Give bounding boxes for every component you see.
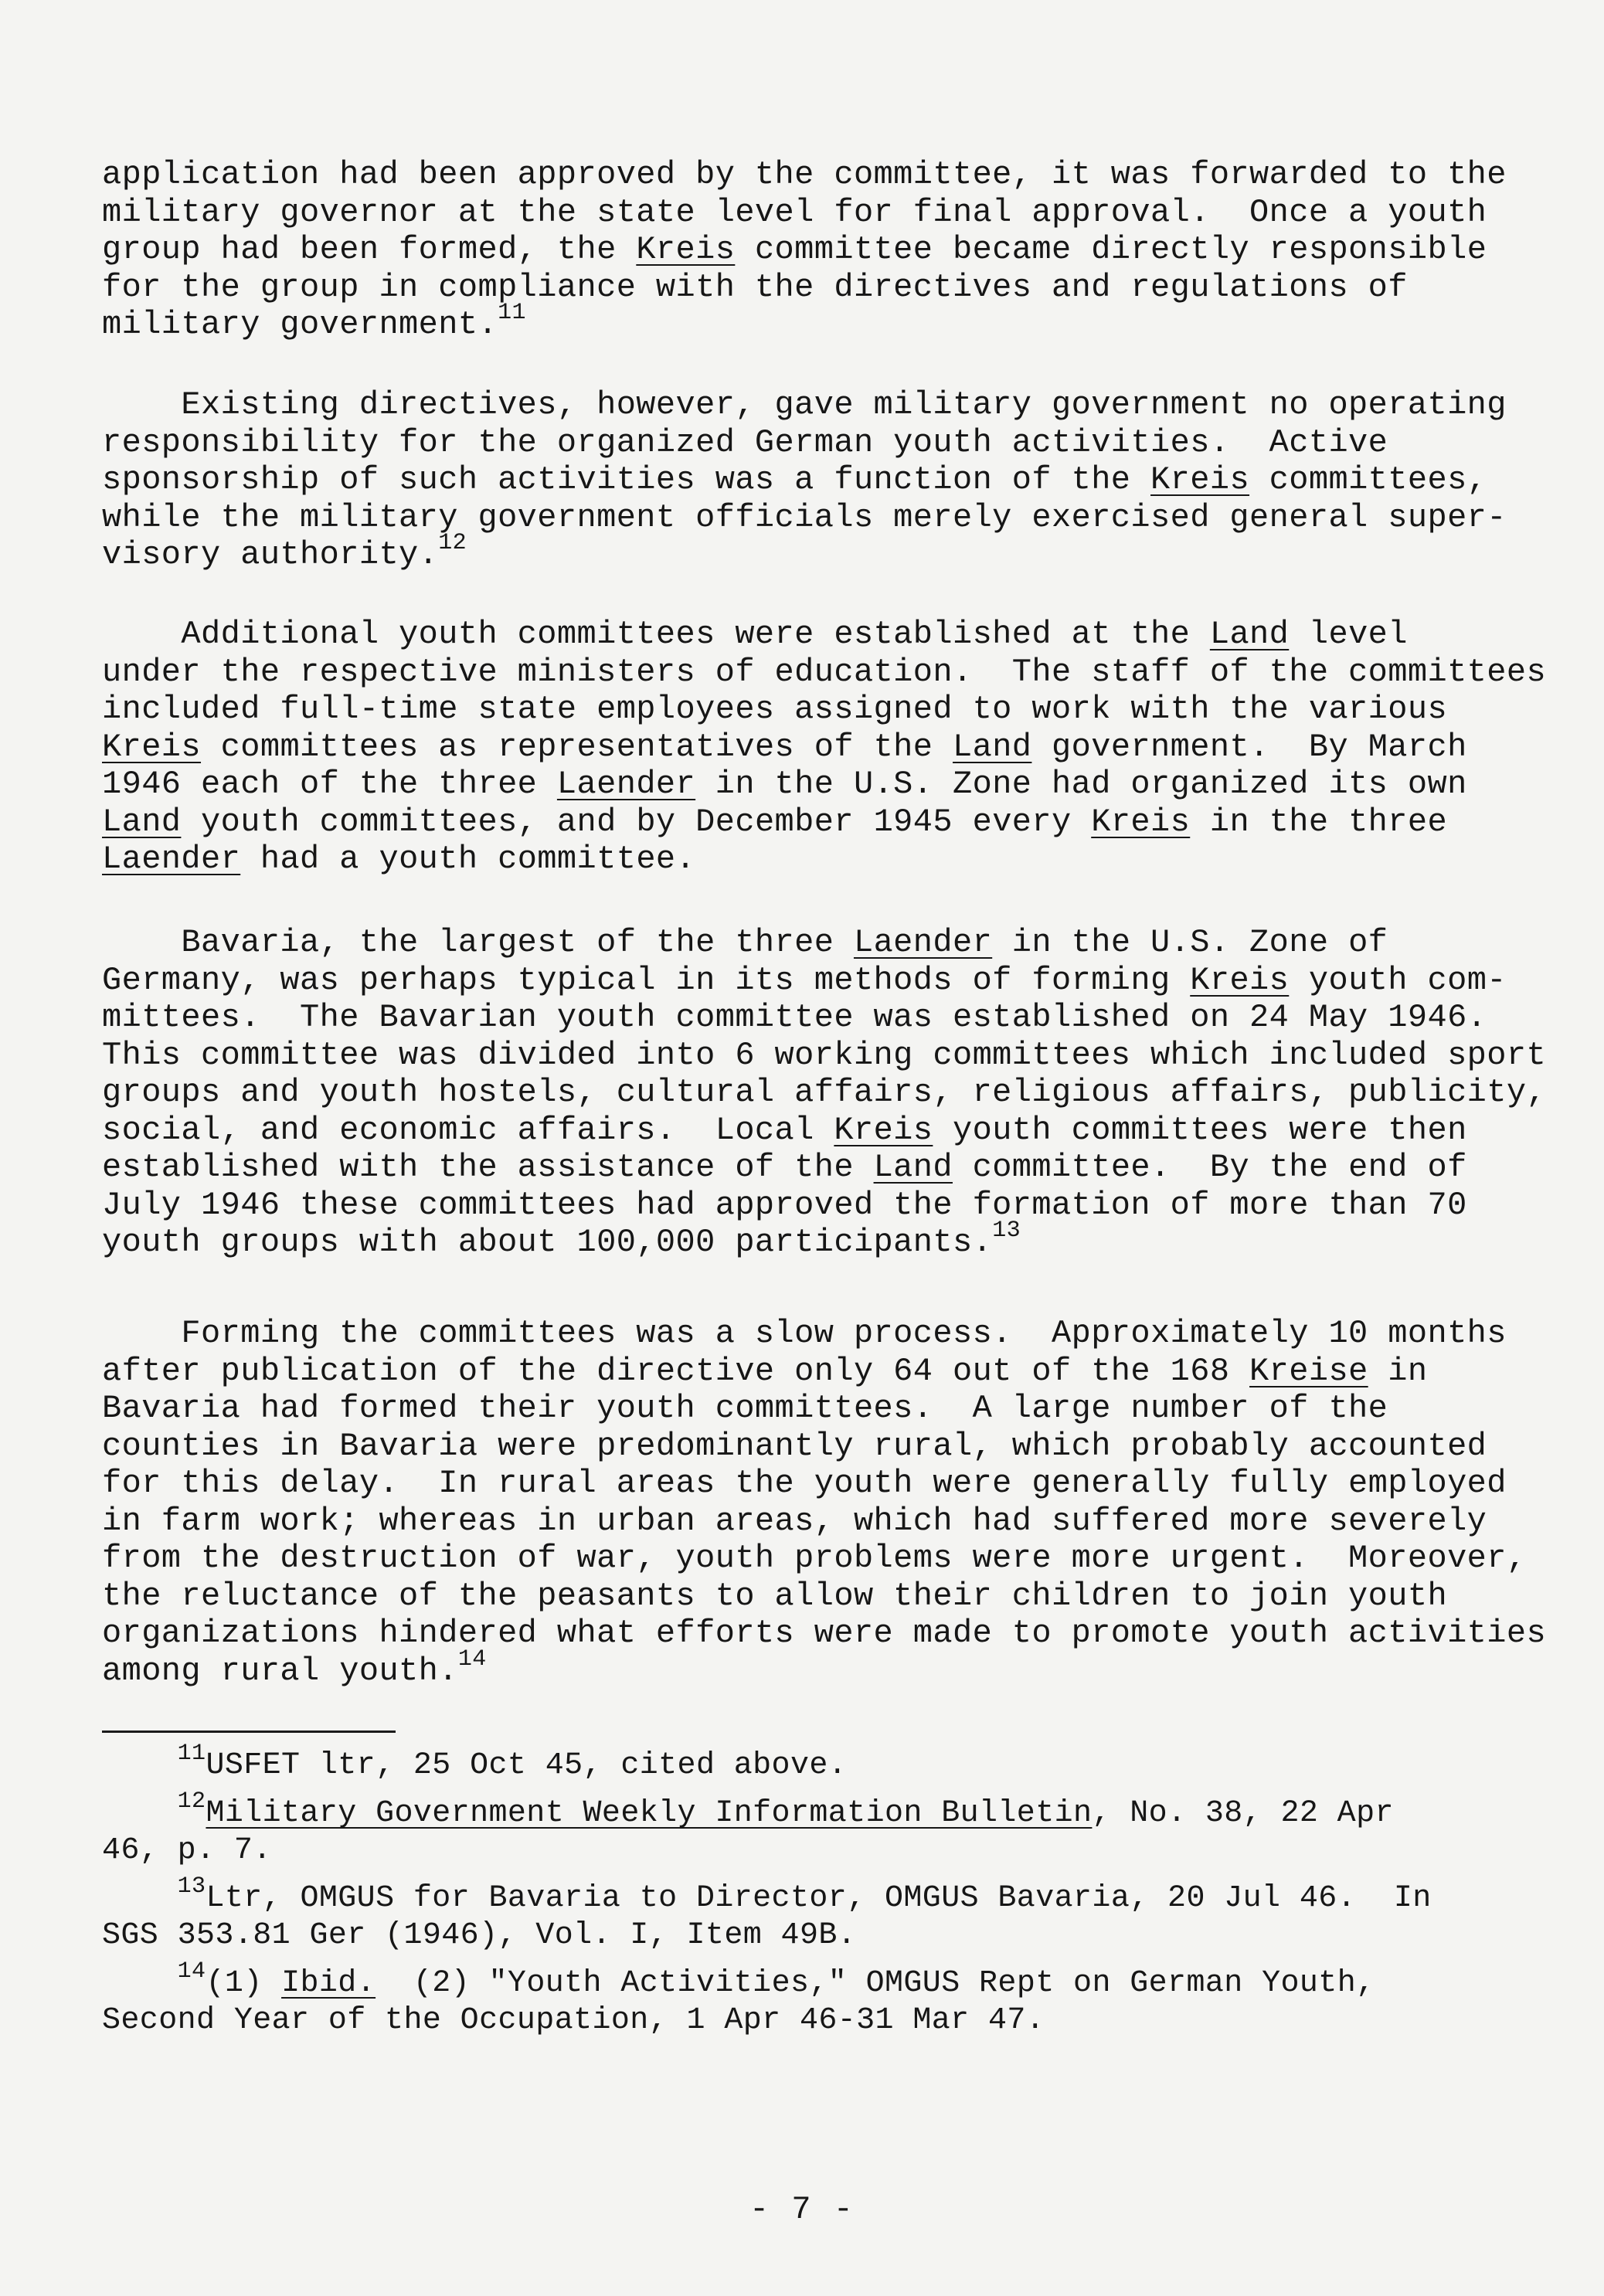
text-line: This committee was divided into 6 working committees which included sport [102, 1036, 1547, 1074]
footnote-text: , No. 38, 22 Apr [1092, 1796, 1394, 1831]
underlined-term: Kreise [1249, 1352, 1368, 1390]
footnote-ref: 13 [992, 1218, 1021, 1244]
text-line: for this delay. In rural areas the youth were generally fully employed [102, 1465, 1507, 1502]
text-line: military governor at the state level for final approval. Once a youth [102, 193, 1487, 231]
text-line: groups and youth hostels, cultural affairs, religious affairs, publicity, [102, 1074, 1547, 1111]
text-line: the reluctance of the peasants to allow their children to join youth [102, 1577, 1448, 1615]
text-line: 1946 each of the three [102, 766, 557, 803]
text-line: in the three [1190, 803, 1448, 841]
footnote-13 [102, 1873, 1555, 1955]
text-line: organizations hindered what efforts were made to promote youth activities [102, 1615, 1547, 1652]
text-line: Germany, was perhaps typical in its methods of forming [102, 961, 1191, 999]
text-line: youth groups with about 100,000 participants. [102, 1224, 993, 1261]
footnote-number: 14 [177, 1958, 206, 1985]
underlined-term: Kreis [636, 231, 736, 268]
underlined-term: Land [953, 728, 1032, 766]
text-line: had a youth committee. [240, 841, 696, 878]
text-line: youth committees, and by December 1945 every [181, 803, 1092, 841]
footnote-ref: 11 [498, 300, 526, 326]
text-line: level [1289, 616, 1408, 653]
text-line: from the destruction of war, youth problems were more urgent. Moreover, [102, 1540, 1527, 1577]
text-line: in [1368, 1352, 1428, 1390]
text-line: youth com- [1289, 961, 1507, 999]
underlined-term: Land [102, 803, 182, 841]
text-line: in farm work; whereas in urban areas, which had suffered more severely [102, 1502, 1487, 1540]
footnote-number: 11 [177, 1740, 206, 1767]
page-number: - 7 - [749, 2191, 855, 2228]
footnote-ref: 14 [457, 1646, 487, 1673]
text-line: Existing directives, however, gave military government no operating [102, 386, 1507, 423]
text-line: committees as representatives of the [201, 728, 953, 766]
text-line: in the U.S. Zone of [992, 924, 1388, 961]
text-line: youth committees were then [933, 1111, 1467, 1149]
footnotes [102, 1740, 1555, 2050]
text-line: mittees. The Bavarian youth committee was established on 24 May 1946. [102, 999, 1487, 1036]
underlined-term: Laender [853, 924, 993, 961]
footnote-ref: 12 [438, 530, 467, 556]
text-line: Forming the committees was a slow process. Approximately 10 months [102, 1315, 1507, 1352]
text-line: for the group in compliance with the directives and regulations of [102, 268, 1408, 306]
text-line: Bavaria, the largest of the three [102, 924, 854, 961]
footnote-divider [102, 1730, 396, 1733]
underlined-term: Land [873, 1149, 953, 1186]
underlined-term: Kreis [1190, 961, 1290, 999]
footnote-text: (2) "Youth Activities," OMGUS Rept on German Youth, [376, 1966, 1375, 2001]
paragraph-4 [102, 924, 1555, 1262]
footnote-text: Ltr, OMGUS for Bavaria to Director, OMGUS Bavaria, 20 Jul 46. In [206, 1881, 1432, 1916]
footnote-text: (1) [206, 1966, 282, 2001]
paragraph-3 [102, 616, 1555, 878]
text-line: while the military government officials merely exercised general super- [102, 498, 1507, 536]
text-line: in the U.S. Zone had organized its own [695, 766, 1467, 803]
underlined-term: Kreis [834, 1111, 933, 1149]
footnote-text: USFET ltr, 25 Oct 45, cited above. [206, 1748, 848, 1783]
text-line: social, and economic affairs. Local [102, 1111, 834, 1149]
publication-title: Military Government Weekly Information Bulletin [206, 1796, 1093, 1831]
footnote-11 [102, 1740, 1555, 1785]
text-line: Bavaria had formed their youth committees. A large number of the [102, 1390, 1388, 1427]
text-line: responsibility for the organized German youth activities. Active [102, 423, 1388, 461]
text-line: established with the assistance of the [102, 1149, 874, 1186]
underlined-term: Kreis [1091, 803, 1191, 841]
footnote-number: 12 [177, 1788, 206, 1815]
footnote-text: 46, p. 7. [102, 1833, 272, 1868]
text-line: committees, [1249, 461, 1487, 498]
footnote-14 [102, 1958, 1555, 2040]
text-line: Additional youth committees were established at the [102, 616, 1210, 653]
underlined-term: Land [1209, 616, 1290, 653]
paragraph-5 [102, 1315, 1555, 1690]
ibid-term: Ibid. [281, 1966, 376, 2001]
underlined-term: Kreis [102, 728, 202, 766]
underlined-term: Laender [102, 841, 241, 878]
text-line: included full-time state employees assigned to work with the various [102, 691, 1448, 728]
text-line: July 1946 these committees had approved the formation of more than 70 [102, 1186, 1467, 1224]
footnote-text: Second Year of the Occupation, 1 Apr 46-31 Mar 47. [102, 2003, 1045, 2038]
text-line: military government. [102, 306, 498, 343]
underlined-term: Kreis [1150, 461, 1250, 498]
text-line: committee became directly responsible [735, 231, 1487, 268]
text-line: counties in Bavaria were predominantly rural, which probably accounted [102, 1427, 1487, 1465]
text-line: visory authority. [102, 536, 439, 573]
underlined-term: Laender [556, 766, 696, 803]
footnote-text: SGS 353.81 Ger (1946), Vol. I, Item 49B. [102, 1918, 857, 1953]
text-line: after publication of the directive only 64 out of the 168 [102, 1352, 1250, 1390]
text-line: government. By March [1031, 728, 1467, 766]
text-line: among rural youth. [102, 1652, 458, 1690]
text-line: under the respective ministers of education. The staff of the committees [102, 653, 1547, 691]
footnote-12 [102, 1788, 1555, 1870]
text-line: group had been formed, the [102, 231, 637, 268]
text-line: application had been approved by the committee, it was forwarded to the [102, 156, 1507, 193]
text-line: sponsorship of such activities was a function of the [102, 461, 1151, 498]
text-line: committee. By the end of [952, 1149, 1467, 1186]
footnote-number: 13 [177, 1873, 206, 1900]
paragraph-2 [102, 386, 1555, 574]
paragraph-1 [102, 156, 1555, 344]
